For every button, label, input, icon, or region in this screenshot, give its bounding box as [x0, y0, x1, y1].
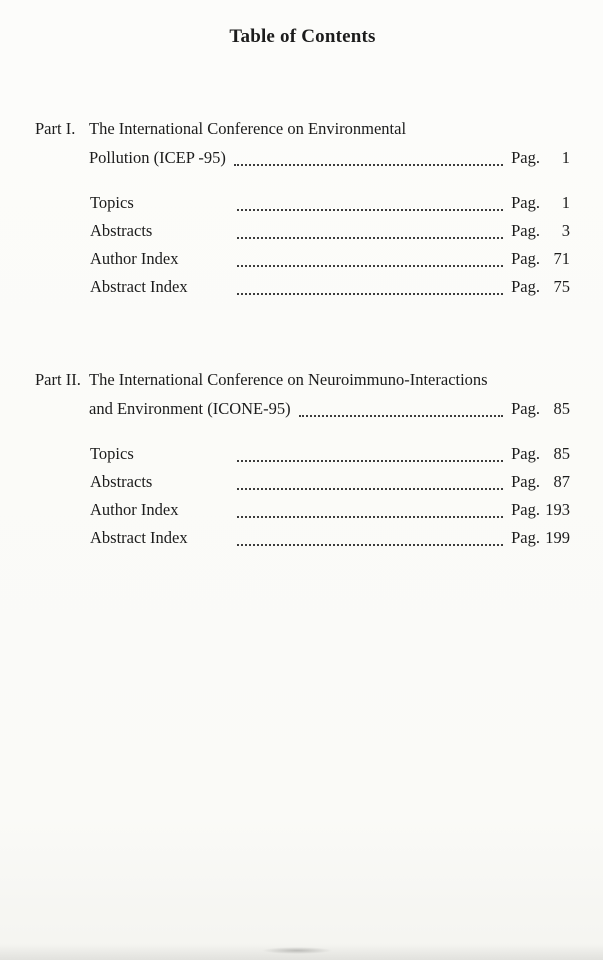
part-2-title	[89, 365, 570, 423]
dotted-leader	[237, 265, 503, 267]
part-2-heading	[35, 365, 570, 423]
dotted-leader	[237, 544, 503, 546]
page-ref-number: 199	[545, 528, 570, 547]
part-1-title-line1: The International Conference on Environmental	[89, 119, 407, 138]
toc-item-label: Author Index	[90, 500, 179, 519]
toc-item-label: Abstracts	[90, 221, 153, 240]
toc-item-label: Topics	[90, 193, 134, 212]
dotted-leader	[237, 293, 503, 295]
part-1-label: Part I.	[35, 119, 76, 138]
page-ref-label: Pag.	[511, 399, 540, 418]
page-ref-number: 85	[553, 444, 570, 463]
page-ref-number: 1	[561, 148, 570, 167]
toc-item-author-index	[90, 245, 570, 273]
toc-item-abstract-index	[90, 524, 570, 552]
page-ref-label: Pag.	[511, 444, 540, 463]
part-1-title	[89, 114, 570, 172]
page-ref-number: 3	[561, 221, 570, 240]
page-ref-label: Pag.	[511, 249, 540, 268]
toc-item-topics	[90, 440, 570, 468]
page-ref-number: 71	[553, 249, 570, 268]
dotted-leader	[237, 460, 503, 462]
page-ref-number: 1	[561, 193, 570, 212]
page-ref-label: Pag.	[511, 148, 540, 167]
page-ref-label: Pag.	[511, 500, 540, 519]
scan-edge-artifact	[0, 944, 603, 960]
dotted-leader	[237, 209, 503, 211]
part-2-title-line2: and Environment (ICONE-95)	[89, 399, 291, 418]
part-1-title-line2: Pollution (ICEP -95)	[89, 148, 226, 167]
toc-item-label: Abstracts	[90, 472, 153, 491]
part-1-title-line2-row	[89, 143, 570, 172]
toc-item-label: Topics	[90, 444, 134, 463]
part-2-label: Part II.	[35, 370, 81, 389]
page-ref-label: Pag.	[511, 193, 540, 212]
page-ref-label: Pag.	[511, 221, 540, 240]
toc-item-label: Abstract Index	[90, 277, 188, 296]
toc-item-label: Author Index	[90, 249, 179, 268]
toc-item-abstracts	[90, 468, 570, 496]
page-ref-number: 87	[553, 472, 570, 491]
dotted-leader	[237, 516, 503, 518]
toc-item-label: Abstract Index	[90, 528, 188, 547]
part-2-items	[90, 440, 570, 552]
page-ref-label: Pag.	[511, 472, 540, 491]
toc-item-abstract-index	[90, 273, 570, 301]
dotted-leader	[237, 488, 503, 490]
page-ref-label: Pag.	[511, 528, 540, 547]
part-1-items	[90, 189, 570, 301]
toc-item-abstracts	[90, 217, 570, 245]
dotted-leader	[237, 237, 503, 239]
toc-part-2	[35, 365, 570, 552]
part-1-heading	[35, 114, 570, 172]
toc-item-author-index	[90, 496, 570, 524]
scan-smudge-artifact	[262, 947, 332, 954]
page-ref-label: Pag.	[511, 277, 540, 296]
part-2-title-line1: The International Conference on Neuroimmuno-Interactions	[89, 370, 488, 389]
page-ref-number: 85	[553, 399, 570, 418]
toc-item-topics	[90, 189, 570, 217]
page-ref-number: 75	[553, 277, 570, 296]
page-ref-number: 193	[545, 500, 570, 519]
dotted-leader	[299, 415, 504, 417]
page-title: Table of Contents	[229, 26, 376, 47]
toc-part-1	[35, 114, 570, 301]
part-2-title-line2-row	[89, 394, 570, 423]
dotted-leader	[234, 164, 503, 166]
